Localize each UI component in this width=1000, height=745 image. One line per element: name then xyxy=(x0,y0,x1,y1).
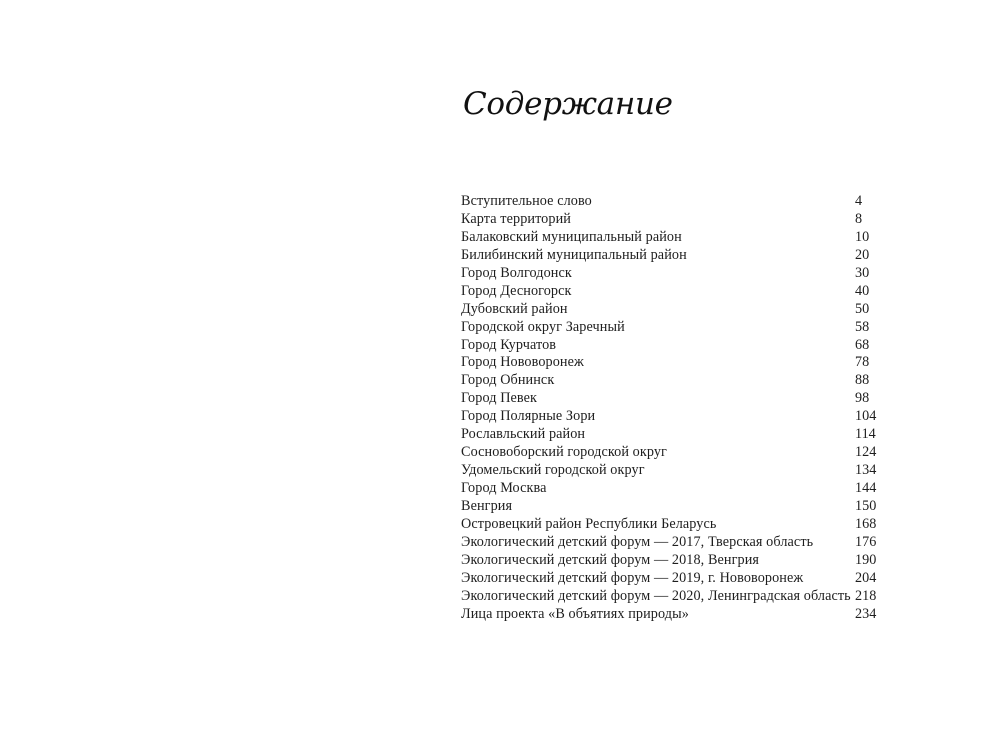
toc-entry xyxy=(461,247,881,265)
table-of-contents xyxy=(461,193,881,624)
toc-entry xyxy=(461,606,881,624)
page-title: Содержание xyxy=(463,86,673,122)
toc-entry-title: Экологический детский форум — 2020, Ленинградская область xyxy=(461,587,851,604)
toc-entry xyxy=(461,426,881,444)
toc-entry-page: 124 xyxy=(855,444,877,461)
toc-entry-page: 168 xyxy=(855,515,877,532)
toc-entry-page: 10 xyxy=(855,228,870,245)
toc-entry xyxy=(461,516,881,534)
toc-entry-page: 98 xyxy=(855,390,870,407)
toc-entry xyxy=(461,354,881,372)
toc-entry-page: 176 xyxy=(855,533,877,550)
toc-entry-page: 50 xyxy=(855,300,870,317)
toc-entry-title: Билибинский муниципальный район xyxy=(461,246,687,263)
toc-entry xyxy=(461,301,881,319)
toc-entry-title: Город Полярные Зори xyxy=(461,408,596,425)
toc-entry xyxy=(461,408,881,426)
toc-entry-page: 78 xyxy=(855,354,870,371)
toc-entry-page: 144 xyxy=(855,480,877,496)
toc-entry-title: Удомельский городской округ xyxy=(461,462,645,479)
toc-entry xyxy=(461,390,881,408)
toc-entry-page: 58 xyxy=(855,318,870,335)
toc-entry-page: 218 xyxy=(855,587,877,604)
toc-entry-page: 68 xyxy=(855,336,870,353)
toc-entry-page: 8 xyxy=(855,210,863,227)
toc-entry-page: 20 xyxy=(855,246,870,263)
toc-entry xyxy=(461,480,881,498)
toc-entry xyxy=(461,570,881,588)
toc-entry-title: Город Курчатов xyxy=(461,336,557,353)
toc-entry-title: Островецкий район Республики Беларусь xyxy=(461,515,717,532)
toc-entry-title: Сосновоборский городской округ xyxy=(461,444,667,461)
toc-entry-title: Город Певек xyxy=(461,390,538,407)
toc-entry xyxy=(461,319,881,337)
toc-entry-title: Лица проекта «В объятиях природы» xyxy=(461,605,689,622)
toc-entry xyxy=(461,552,881,570)
toc-entry-title: Дубовский район xyxy=(461,300,568,317)
toc-entry-title: Рославльский район xyxy=(461,426,586,443)
toc-entry xyxy=(461,229,881,247)
toc-entry xyxy=(461,588,881,606)
toc-entry-page: 204 xyxy=(855,569,877,586)
toc-entry xyxy=(461,193,881,211)
toc-entry xyxy=(461,462,881,480)
toc-entry-page: 234 xyxy=(855,605,877,622)
toc-entry xyxy=(461,498,881,516)
toc-entry-page: 88 xyxy=(855,372,870,389)
toc-entry xyxy=(461,283,881,301)
toc-entry xyxy=(461,372,881,390)
toc-entry-title: Вступительное слово xyxy=(461,193,592,209)
toc-entry-title: Венгрия xyxy=(461,497,513,514)
toc-entry-title: Город Волгодонск xyxy=(461,264,572,281)
toc-entry xyxy=(461,534,881,552)
toc-entry-page: 150 xyxy=(855,497,877,514)
toc-entry-page: 30 xyxy=(855,264,870,281)
toc-entry-title: Город Москва xyxy=(461,480,547,496)
toc-entry-title: Город Десногорск xyxy=(461,282,572,299)
toc-entry-title: Городской округ Заречный xyxy=(461,318,625,335)
toc-entry xyxy=(461,211,881,229)
toc-entry-title: Город Обнинск xyxy=(461,372,555,389)
toc-entry-page: 114 xyxy=(855,426,876,443)
toc-entry-title: Балаковский муниципальный район xyxy=(461,228,682,245)
toc-entry-page: 40 xyxy=(855,282,870,299)
toc-entry-title: Город Нововоронеж xyxy=(461,354,584,371)
toc-entry-title: Карта территорий xyxy=(461,210,571,227)
toc-entry-title: Экологический детский форум — 2017, Тверская область xyxy=(461,533,814,550)
toc-entry-page: 4 xyxy=(855,193,863,209)
toc-entry xyxy=(461,444,881,462)
toc-entry-title: Экологический детский форум — 2019, г. Нововоронеж xyxy=(461,569,804,586)
toc-entry-page: 134 xyxy=(855,462,877,479)
toc-entry-page: 190 xyxy=(855,551,877,568)
toc-entry xyxy=(461,265,881,283)
toc-entry xyxy=(461,337,881,355)
toc-entry-page: 104 xyxy=(855,408,877,425)
toc-entry-title: Экологический детский форум — 2018, Венгрия xyxy=(461,551,760,568)
